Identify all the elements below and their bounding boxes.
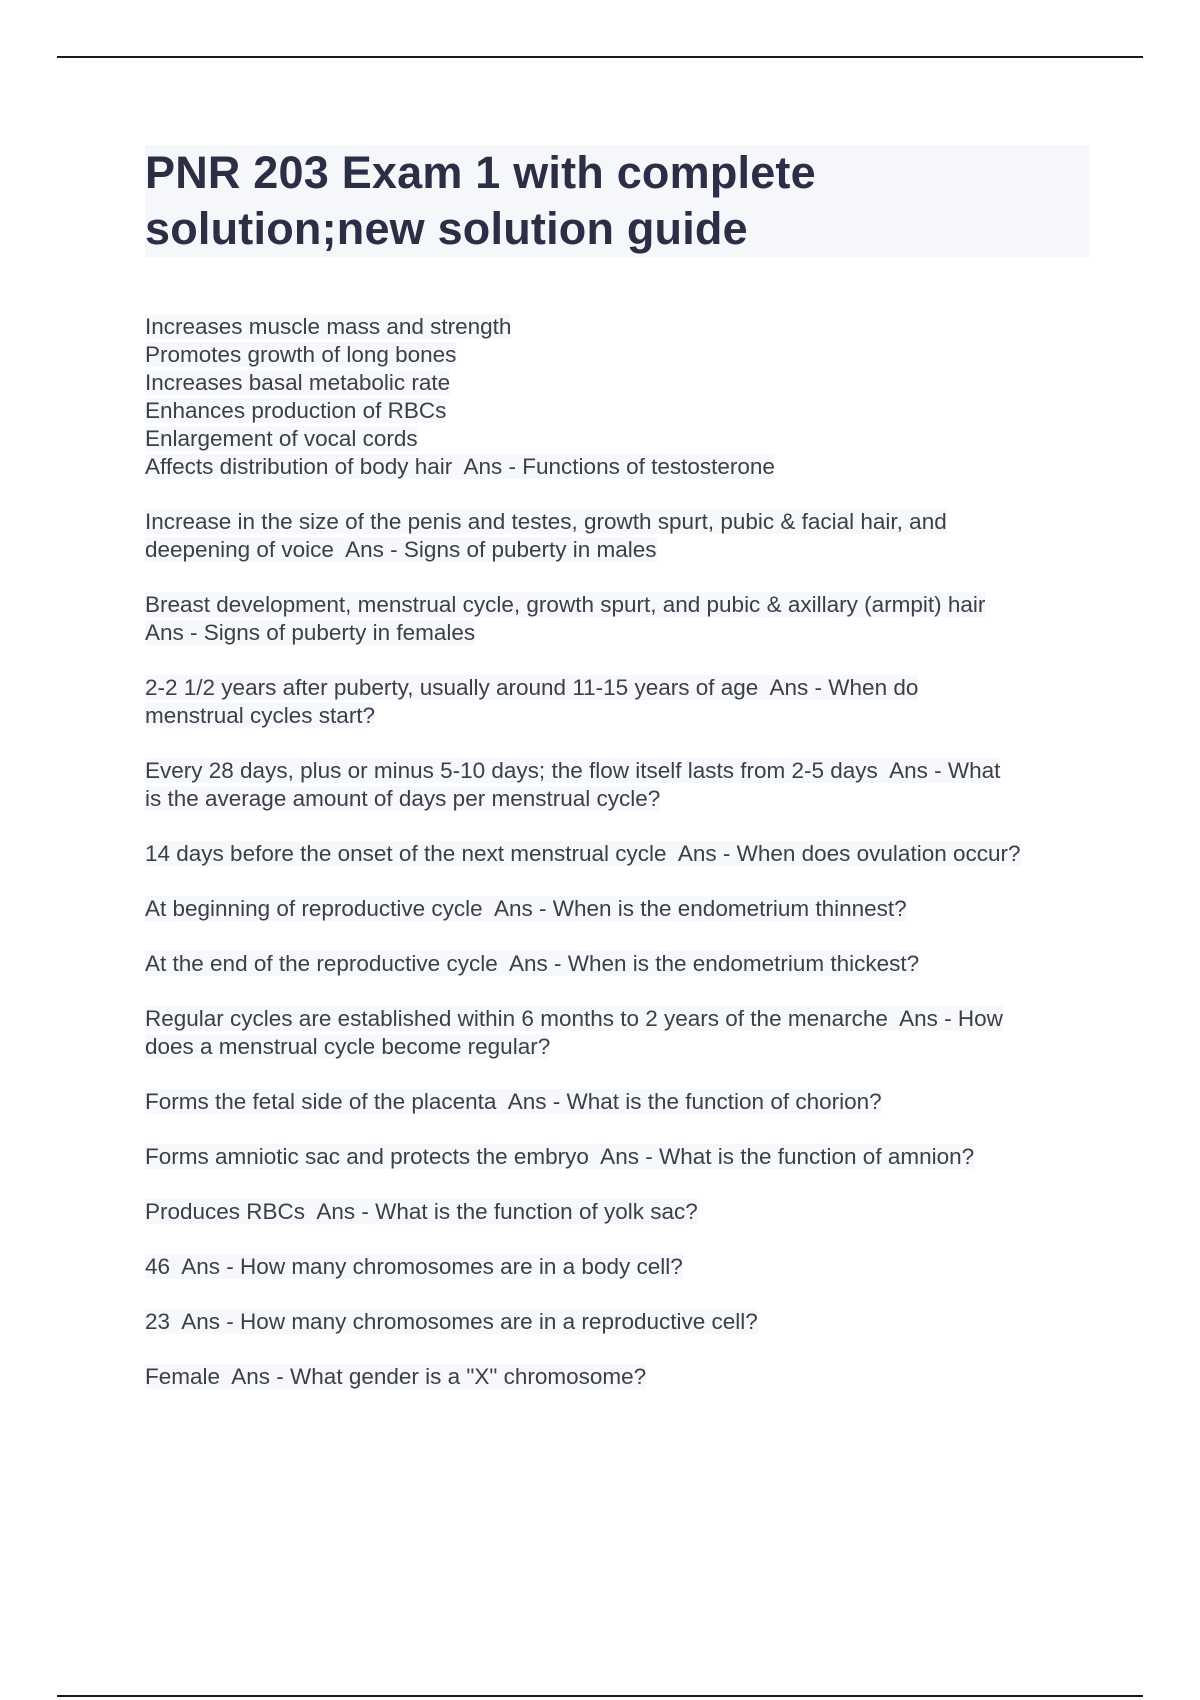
top-rule: [57, 56, 1143, 58]
qa-entry: [145, 895, 1095, 923]
entry-line: Forms amniotic sac and protects the embryo Ans - What is the function of amnion?: [145, 1144, 975, 1169]
entry-line: does a menstrual cycle become regular?: [145, 1034, 551, 1059]
qa-entry: [145, 757, 1095, 813]
entry-line: Breast development, menstrual cycle, growth spurt, and pubic & axillary (armpit) hair: [145, 592, 986, 617]
entry-line: deepening of voice Ans - Signs of puberty in males: [145, 537, 657, 562]
qa-entry: [145, 508, 1095, 564]
entry-line: Increases muscle mass and strength: [145, 314, 512, 339]
entry-line: Affects distribution of body hair Ans - Functions of testosterone: [145, 454, 775, 479]
entry-line: Promotes growth of long bones: [145, 342, 457, 367]
entry-line: 2-2 1/2 years after puberty, usually around 11-15 years of age Ans - When do: [145, 675, 919, 700]
entry-line: Enhances production of RBCs: [145, 398, 447, 423]
entry-line: is the average amount of days per menstrual cycle?: [145, 786, 661, 811]
entry-line: At beginning of reproductive cycle Ans - When is the endometrium thinnest?: [145, 896, 907, 921]
entry-line: 46 Ans - How many chromosomes are in a body cell?: [145, 1254, 683, 1279]
page-title: [145, 145, 1090, 257]
qa-entry: [145, 1198, 1095, 1226]
qa-entry: [145, 674, 1095, 730]
qa-entry: [145, 1088, 1095, 1116]
entry-line: Produces RBCs Ans - What is the function of yolk sac?: [145, 1199, 698, 1224]
entry-line: Regular cycles are established within 6 months to 2 years of the menarche Ans - How: [145, 1006, 1003, 1031]
qa-entry: [145, 313, 1095, 481]
qa-entry: [145, 591, 1095, 647]
entry-line: menstrual cycles start?: [145, 703, 376, 728]
entry-line: Every 28 days, plus or minus 5-10 days; the flow itself lasts from 2-5 days Ans - What: [145, 758, 1001, 783]
title-block: [145, 145, 1090, 257]
qa-entry: [145, 1143, 1095, 1171]
entry-line: Female Ans - What gender is a "X" chromosome?: [145, 1364, 647, 1389]
title-line-2: solution;new solution guide: [145, 203, 748, 254]
entry-line: 14 days before the onset of the next menstrual cycle Ans - When does ovulation occur?: [145, 841, 1021, 866]
title-line-1: PNR 203 Exam 1 with complete: [145, 147, 816, 198]
qa-entry: [145, 1253, 1095, 1281]
entry-line: At the end of the reproductive cycle Ans - When is the endometrium thickest?: [145, 951, 920, 976]
entry-line: Forms the fetal side of the placenta Ans - What is the function of chorion?: [145, 1089, 882, 1114]
qa-entry: [145, 840, 1095, 868]
entry-line: Ans - Signs of puberty in females: [145, 620, 476, 645]
entry-line: Increase in the size of the penis and testes, growth spurt, pubic & facial hair, and: [145, 509, 947, 534]
bottom-rule: [57, 1695, 1143, 1697]
qa-entry: [145, 1308, 1095, 1336]
entry-line: 23 Ans - How many chromosomes are in a reproductive cell?: [145, 1309, 758, 1334]
qa-list: [145, 313, 1095, 1391]
entry-line: Increases basal metabolic rate: [145, 370, 451, 395]
qa-entry: [145, 1363, 1095, 1391]
entry-line: Enlargement of vocal cords: [145, 426, 418, 451]
qa-entry: [145, 1005, 1095, 1061]
qa-entry: [145, 950, 1095, 978]
